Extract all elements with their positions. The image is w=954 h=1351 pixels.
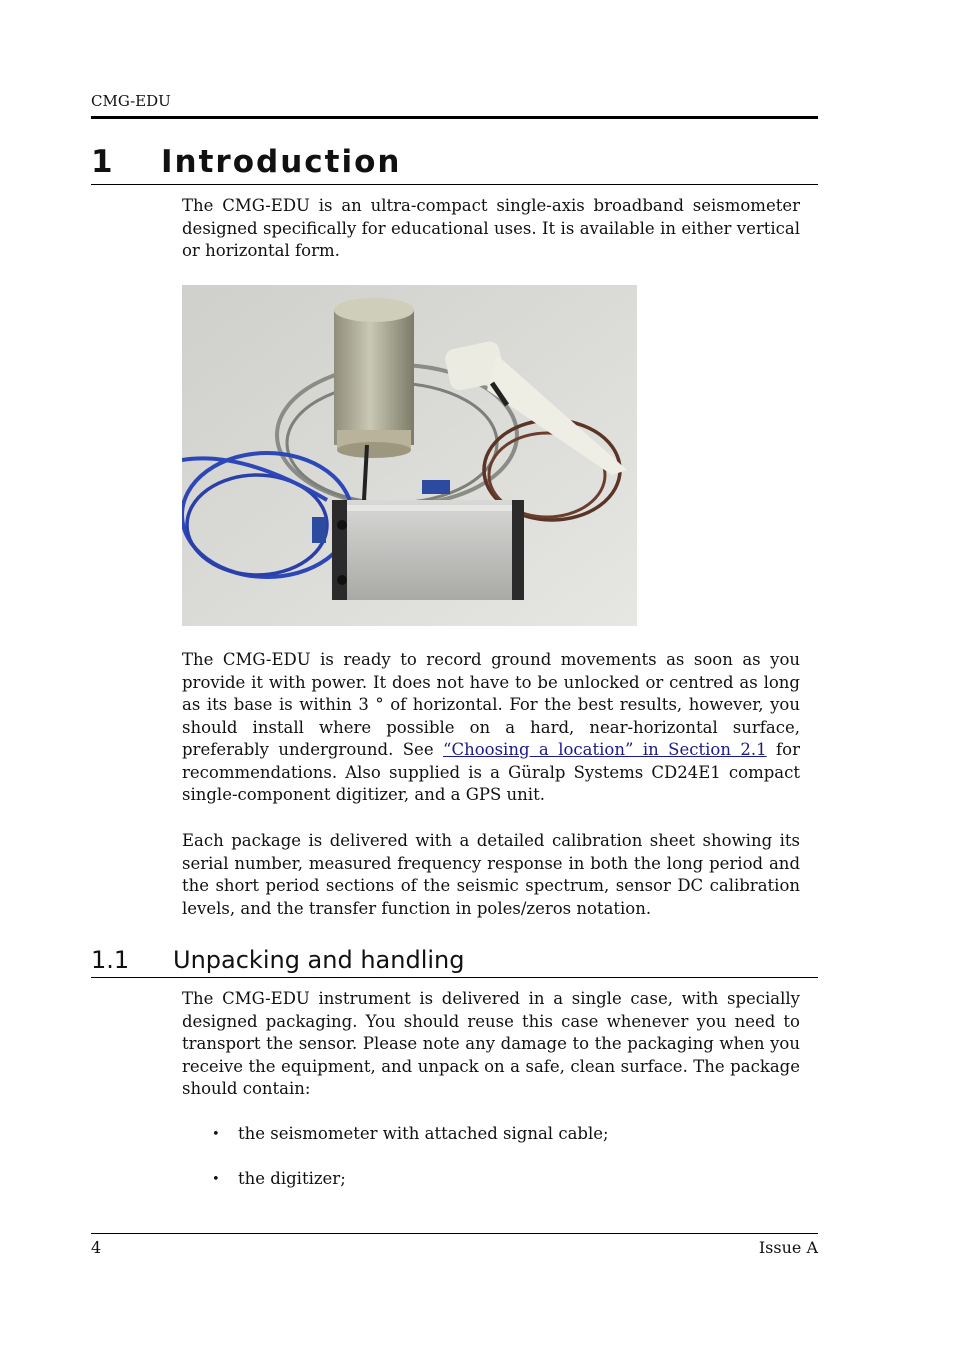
section-number: 1.1 [91,946,130,974]
package-contents-list [212,1124,609,1214]
running-header: CMG-EDU [91,92,171,110]
section-title: Unpacking and handling [173,946,465,974]
footer-rule [91,1233,818,1234]
installation-text-continued: for recommendations. Also supplied is a Güralp Systems CD24E1 compact single-component digitizer, and a GPS unit. [182,740,800,804]
unpacking-paragraph: The CMG-EDU instrument is delivered in a single case, with specially designed packaging. You should reuse this case whenever you need to transport the sensor. Please note any damage to the packaging when you receive the equipment, and unpack on a safe, clean surface. The package should contain: [182,989,800,1098]
header-rule [91,116,818,119]
product-photo [182,285,637,626]
section-2-1-link[interactable]: “Choosing a location” in Section 2.1 [443,740,767,759]
list-item [212,1169,609,1214]
installation-text: The CMG-EDU is ready to record ground movements as soon as you provide it with power. It does not have to be unlocked or centred as long as its base is within 3 ° of horizontal. For the best results, however, you should install where possible on a hard, near-horizontal surface, preferably underground. See [182,650,800,759]
page-number: 4 [91,1238,102,1257]
section-heading [91,944,818,978]
installation-paragraph [182,649,800,807]
chapter-title: Introduction [161,144,402,180]
bullet-icon: • [212,1172,220,1187]
chapter-number: 1 [91,144,115,180]
bullet-icon: • [212,1127,220,1142]
calibration-paragraph: Each package is delivered with a detailed calibration sheet showing its serial number, measured frequency response in both the long period and the short period sections of the seismic spectrum, sensor DC calibration levels, and the transfer function in poles/zeros notation. [182,831,800,918]
list-item-text: the seismometer with attached signal cable; [238,1124,609,1143]
chapter-heading [91,144,818,185]
list-item [212,1124,609,1169]
issue-label: Issue A [758,1238,818,1257]
intro-paragraph: The CMG-EDU is an ultra-compact single-axis broadband seismometer designed specifically for educational uses. It is available in either vertical or horizontal form. [182,196,800,260]
list-item-text: the digitizer; [238,1169,346,1188]
